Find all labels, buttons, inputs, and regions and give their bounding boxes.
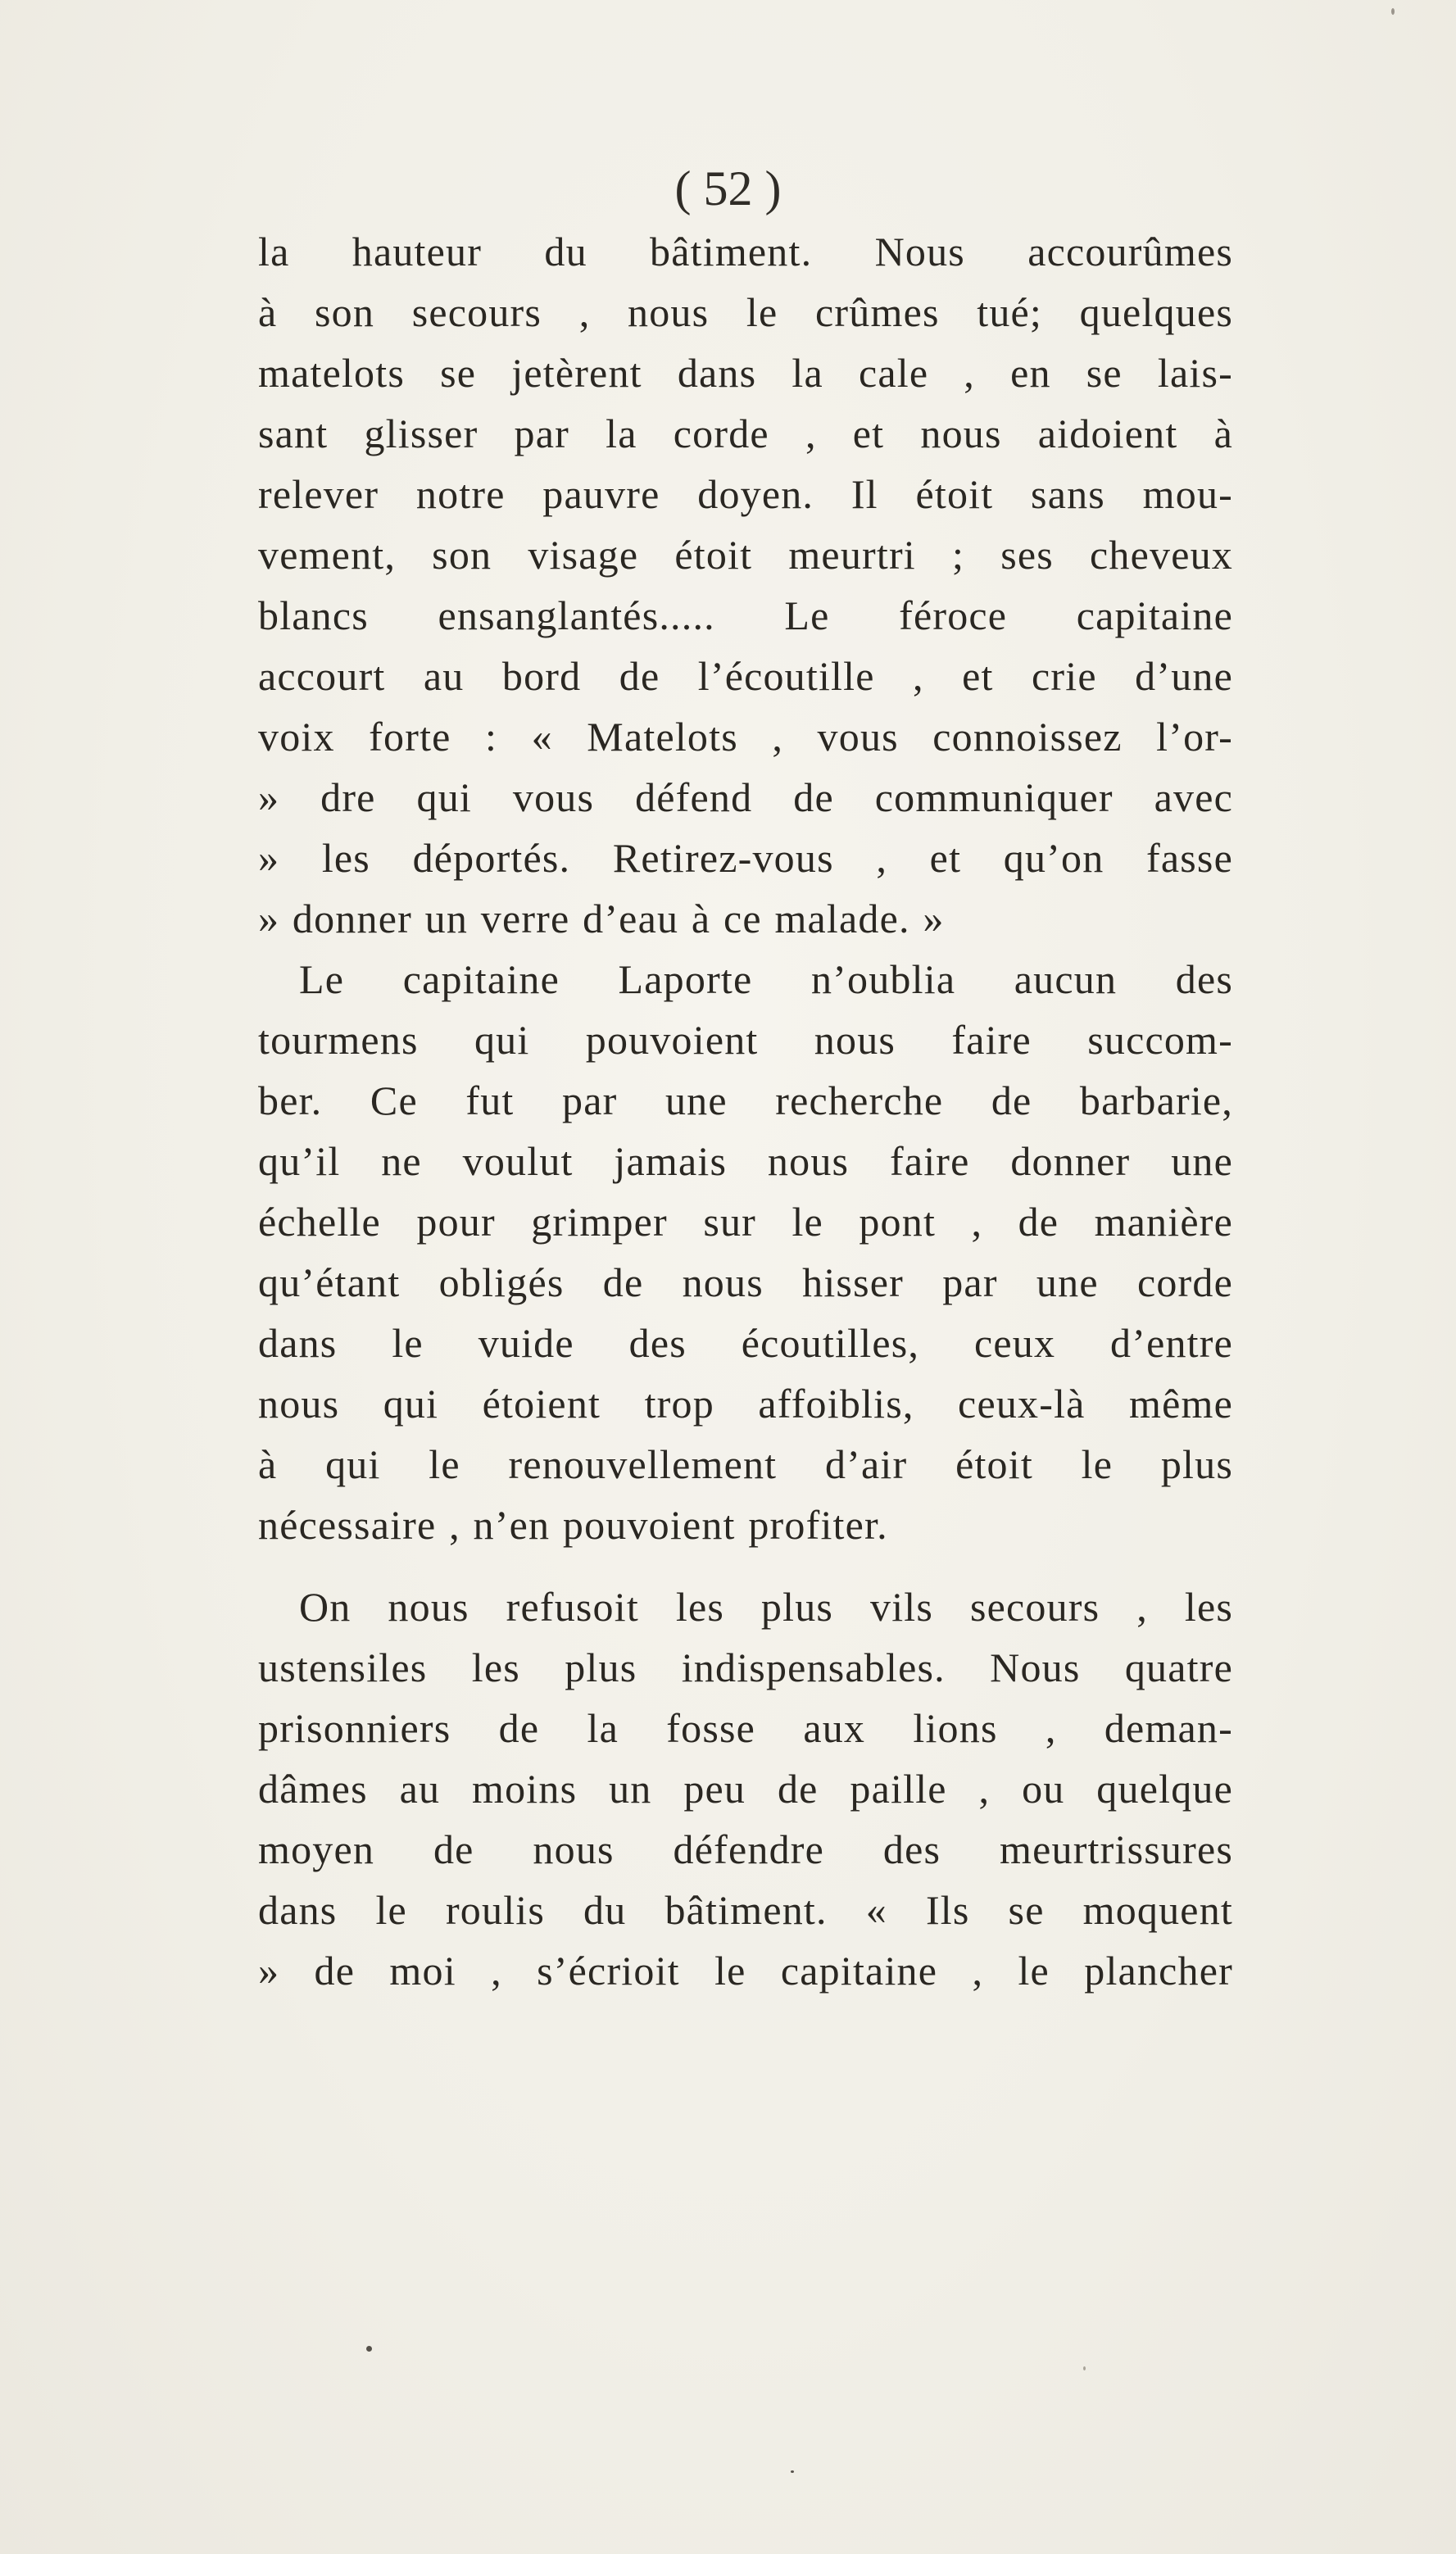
- text-line: dans le vuide des écoutilles, ceux d’entre: [258, 1320, 1233, 1366]
- text-line: voix forte : « Matelots , vous connoissez l’or-: [258, 714, 1233, 760]
- text-line: tourmens qui pouvoient nous faire succom-: [258, 1017, 1233, 1063]
- text-line: » de moi , s’écrioit le capitaine , le plancher: [258, 1948, 1233, 1994]
- paragraph-1: [258, 221, 1233, 949]
- text-line: nous qui étoient trop affoiblis, ceux-là même: [258, 1381, 1233, 1427]
- text-line: nécessaire , n’en pouvoient profiter.: [258, 1502, 888, 1548]
- text-line: qu’il ne voulut jamais nous faire donner une: [258, 1138, 1233, 1184]
- text-line: échelle pour grimper sur le pont , de manière: [258, 1199, 1233, 1245]
- text-line: accourt au bord de l’écoutille , et crie d’une: [258, 653, 1233, 699]
- text-line: blancs ensanglantés..... Le féroce capitaine: [258, 592, 1233, 638]
- text-line: ustensiles les plus indispensables. Nous quatre: [258, 1644, 1233, 1690]
- text-line: Le capitaine Laporte n’oublia aucun des: [299, 956, 1233, 1002]
- text-line: prisonniers de la fosse aux lions , deman-: [258, 1705, 1233, 1751]
- text-line: dans le roulis du bâtiment. « Ils se moquent: [258, 1887, 1233, 1933]
- paper-speck: [791, 2470, 794, 2473]
- text-line: moyen de nous défendre des meurtrissures: [258, 1826, 1233, 1872]
- text-line: qu’étant obligés de nous hisser par une corde: [258, 1259, 1233, 1305]
- paper-speck: [1083, 2366, 1086, 2370]
- body-text: [258, 221, 1233, 2001]
- text-line: relever notre pauvre doyen. Il étoit sans mou-: [258, 471, 1233, 517]
- text-line: dâmes au moins un peu de paille , ou quelque: [258, 1766, 1233, 1812]
- paper-speck: [1391, 8, 1395, 15]
- paper-speck: [366, 2346, 372, 2352]
- paragraph-2: [258, 949, 1233, 1555]
- text-line: vement, son visage étoit meurtri ; ses cheveux: [258, 532, 1233, 578]
- paragraph-spacer: [258, 1555, 1233, 1576]
- text-line: On nous refusoit les plus vils secours , les: [299, 1584, 1233, 1630]
- text-line: » donner un verre d’eau à ce malade. »: [258, 896, 945, 941]
- text-line: la hauteur du bâtiment. Nous accourûmes: [258, 229, 1233, 274]
- text-line: sant glisser par la corde , et nous aidoient à: [258, 411, 1233, 456]
- text-line: à son secours , nous le crûmes tué; quelques: [258, 289, 1233, 335]
- text-line: » les déportés. Retirez-vous , et qu’on fasse: [258, 835, 1233, 881]
- text-line: ber. Ce fut par une recherche de barbarie,: [258, 1077, 1233, 1123]
- text-line: à qui le renouvellement d’air étoit le plus: [258, 1441, 1233, 1487]
- paragraph-3: [258, 1576, 1233, 2001]
- page-number: ( 52 ): [674, 161, 782, 215]
- text-line: » dre qui vous défend de communiquer avec: [258, 774, 1233, 820]
- text-line: matelots se jetèrent dans la cale , en se lais-: [258, 350, 1233, 396]
